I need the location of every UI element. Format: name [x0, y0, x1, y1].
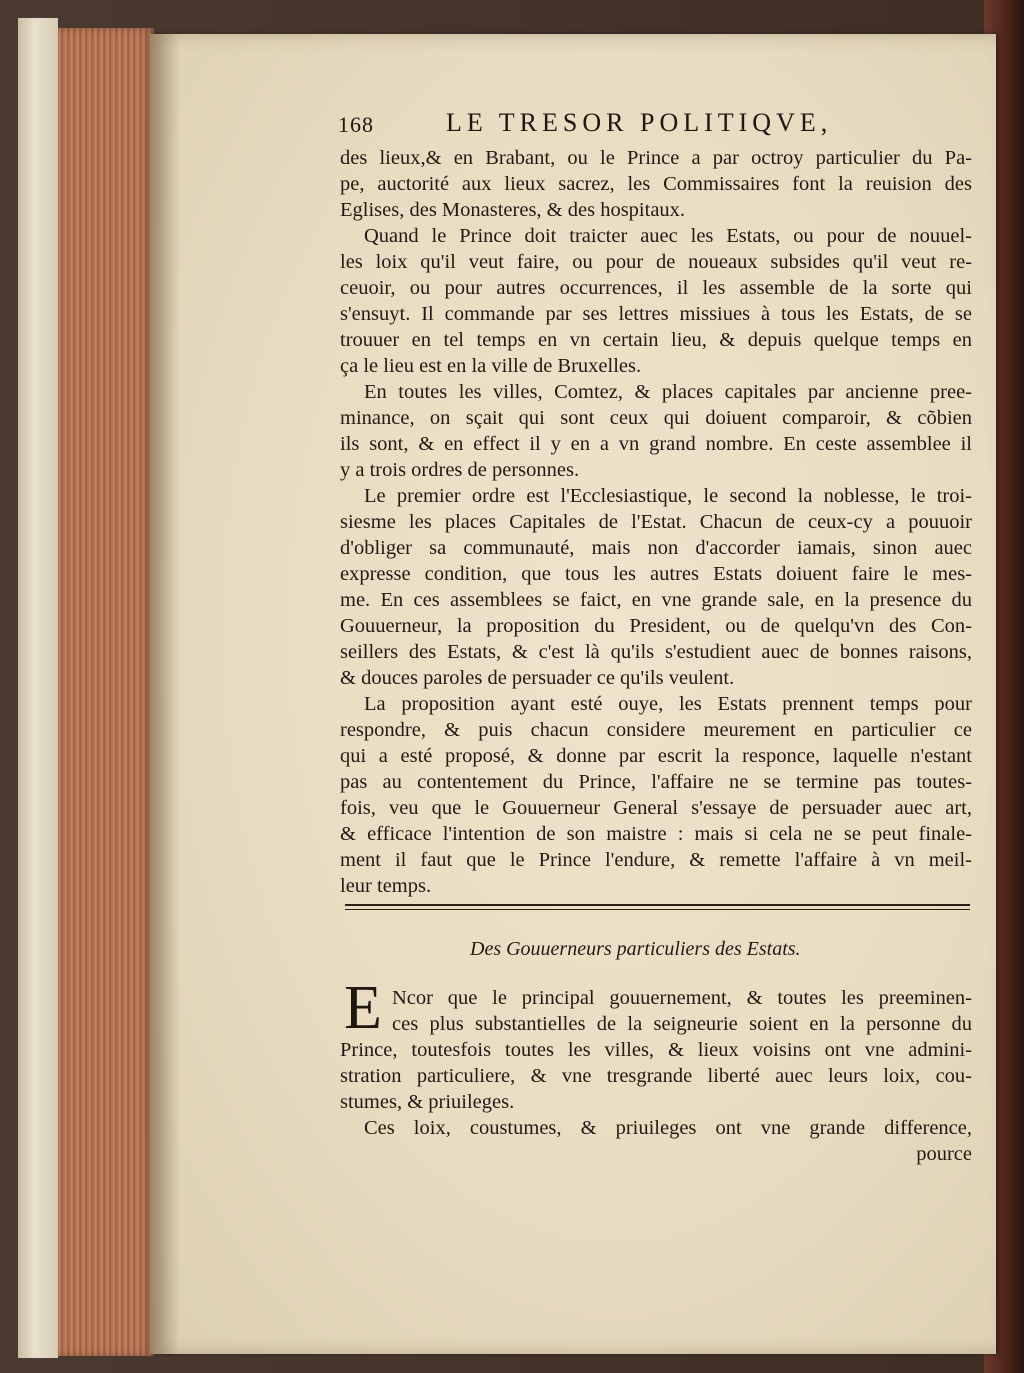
text-line: ceuoir, ou pour autres occurrences, il les assemble de la sorte qui: [340, 277, 972, 299]
text-line: La proposition ayant esté ouye, les Estats prennent temps pour: [364, 693, 972, 715]
text-line: leur temps.: [340, 875, 432, 897]
running-title: LE TRESOR POLITIQVE,: [446, 108, 833, 137]
catchword: pource: [916, 1143, 972, 1165]
gutter-shadow: [150, 34, 180, 1354]
text-line: expresse condition, que tous les autres Estats doiuent faire le mes-: [340, 563, 972, 585]
text-line: ils sont, & en effect il y en a vn grand nombre. En ceste assemblee il: [340, 433, 972, 455]
running-header: [338, 108, 972, 142]
text-line: & douces paroles de persuader ce qu'ils veulent.: [340, 667, 735, 689]
text-line: Prince, toutesfois toutes les villes, & lieux voisins ont vne admini-: [340, 1039, 972, 1061]
text-line: siesme les places Capitales de l'Estat. Chacun de ceux-cy a pouuoir: [340, 511, 972, 533]
text-line: me. En ces assemblees se faict, en vne grande sale, en la presence du: [340, 589, 972, 611]
text-line: minance, on sçait qui sont ceux qui doiuent comparoir, & cõbien: [340, 407, 972, 429]
text-line: ça le lieu est en la ville de Bruxelles.: [340, 355, 642, 377]
text-line: Le premier ordre est l'Ecclesiastique, le second la noblesse, le troi-: [364, 485, 972, 507]
text-line: qui a esté proposé, & donne par escrit la responce, laquelle n'estant: [340, 745, 972, 767]
text-line: Ncor que le principal gouuernement, & toutes les preeminen-: [392, 987, 972, 1009]
divider-rule-thin: [345, 909, 970, 910]
text-line: d'obliger sa communauté, mais non d'accorder iamais, sinon auec: [340, 537, 972, 559]
text-line: & efficace l'intention de son maistre : mais si cela ne se peut finale-: [340, 823, 972, 845]
text-line: stration particuliere, & vne tresgrande liberté auec leurs loix, cou-: [340, 1065, 972, 1087]
text-line: En toutes les villes, Comtez, & places capitales par ancienne pree-: [364, 381, 972, 403]
text-line: respondre, & puis chacun considere meurement en particulier ce: [340, 719, 972, 741]
section-heading: Des Gouuerneurs particuliers des Estats.: [470, 938, 801, 960]
divider-rule-thick: [345, 904, 970, 906]
text-line: pe, auctorité aux lieux sacrez, les Commissaires font la reuision des: [340, 173, 972, 195]
text-line: ment il faut que le Prince l'endure, & remette l'affaire à vn meil-: [340, 849, 972, 871]
text-line: pas au contentement du Prince, l'affaire ne se termine pas toutes-: [340, 771, 972, 793]
text-line: des lieux,& en Brabant, ou le Prince a par octroy particulier du Pa-: [340, 147, 972, 169]
text-line: stumes, & priuileges.: [340, 1091, 515, 1113]
text-line: trouuer en tel temps en vn certain lieu, & depuis quelque temps en: [340, 329, 972, 351]
book-cover-left: [18, 18, 58, 1358]
section-divider: [345, 904, 970, 914]
text-line: Ces loix, coustumes, & priuileges ont vne grande difference,: [364, 1117, 972, 1139]
text-line: y a trois ordres de personnes.: [340, 459, 580, 481]
page-edges: [58, 28, 154, 1356]
page-number: 168: [338, 112, 374, 137]
text-line: fois, veu que le Gouuerneur General s'essaye de persuader auec art,: [340, 797, 972, 819]
text-line: seillers des Estats, & c'est là qu'ils s'estudient auec de bonnes raisons,: [340, 641, 972, 663]
text-line: ces plus substantielles de la seigneurie soient en la personne du: [392, 1013, 972, 1035]
text-line: Quand le Prince doit traicter auec les Estats, ou pour de nouuel-: [364, 225, 972, 247]
text-line: les loix qu'il veut faire, ou pour de noueaux subsides qu'il veut re-: [340, 251, 972, 273]
text-line: Gouuerneur, la proposition du President, ou de quelqu'vn des Con-: [340, 615, 972, 637]
text-line: Eglises, des Monasteres, & des hospitaux.: [340, 199, 686, 221]
text-line: s'ensuyt. Il commande par ses lettres missiues à tous les Estats, de se: [340, 303, 972, 325]
drop-cap: E: [344, 974, 382, 1042]
